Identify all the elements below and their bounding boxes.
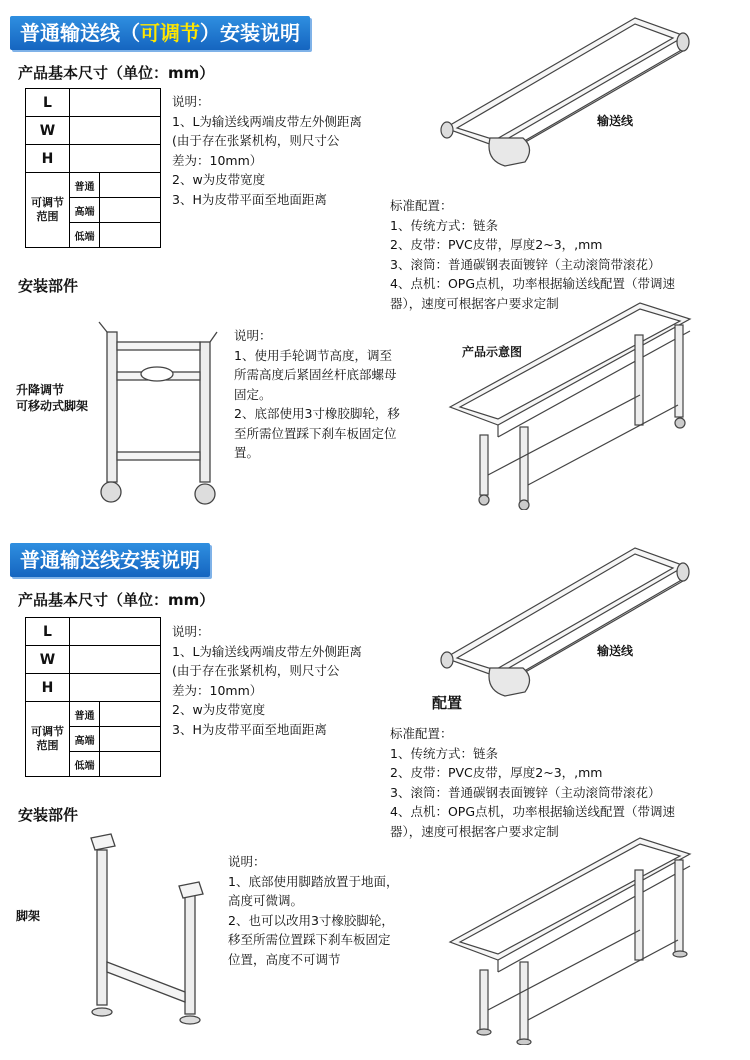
range-low-value[interactable]	[100, 223, 161, 248]
range-normal-value[interactable]	[100, 702, 161, 727]
banner-highlight: 可调节	[140, 21, 200, 45]
value-cell-l[interactable]	[70, 89, 161, 117]
dimension-table	[25, 88, 161, 248]
row-label-w: W	[26, 646, 70, 674]
range-high: 高端	[70, 727, 100, 752]
range-high: 高端	[70, 198, 100, 223]
size-heading-2: 产品基本尺寸（单位：mm）	[18, 591, 215, 609]
range-low: 低端	[70, 223, 100, 248]
banner-text-end: ）安装说明	[200, 21, 300, 45]
conveyor-caption-2: 输送线	[597, 644, 634, 658]
conveyor-caption: 输送线	[597, 114, 634, 128]
range-normal-value[interactable]	[100, 173, 161, 198]
section1-banner	[10, 16, 310, 50]
stand-caption-2: 脚架	[16, 909, 41, 923]
parts-heading-2: 安装部件	[18, 806, 79, 824]
banner-text: 普通输送线（	[20, 21, 140, 45]
value-cell-l[interactable]	[70, 618, 161, 646]
standard-config-2: 标准配置： 1、传统方式：链条 2、皮带：PVC皮带，厚度2~3，,mm 3、滚筒：普通碳钢表面镀锌（主动滚筒带滚花） 4、点机：OPG点机，功率根据输送线配置（带调速 器），速度可根据客户要求定制	[390, 726, 676, 839]
standard-config: 标准配置： 1、传统方式：链条 2、皮带：PVC皮带，厚度2~3，,mm 3、滚筒：普通碳钢表面镀锌（主动滚筒带滚花） 4、点机：OPG点机，功率根据输送线配置（带调速 器），速度可根据客户要求定制	[390, 198, 676, 311]
row-label-h: H	[26, 145, 70, 173]
value-cell-h[interactable]	[70, 145, 161, 173]
range-label	[26, 702, 70, 777]
conveyor-drawing-2	[435, 540, 695, 710]
value-cell-w[interactable]	[70, 646, 161, 674]
value-cell-w[interactable]	[70, 117, 161, 145]
parts-heading: 安装部件	[18, 277, 79, 295]
range-normal: 普通	[70, 173, 100, 198]
product-caption: 产品示意图	[462, 345, 523, 359]
size-heading: 产品基本尺寸（单位：mm）	[18, 64, 215, 82]
range-label	[26, 173, 70, 248]
row-label-w: W	[26, 117, 70, 145]
conveyor-drawing	[435, 10, 695, 180]
product-drawing-2	[440, 830, 705, 1045]
lift-stand-drawing	[95, 312, 225, 512]
range-normal: 普通	[70, 702, 100, 727]
dimension-table-2	[25, 617, 161, 777]
range-high-value[interactable]	[100, 727, 161, 752]
stand-drawing	[85, 832, 215, 1032]
range-label-text: 可调节 范围	[31, 725, 64, 752]
section2-banner: 普通输送线安装说明	[10, 543, 210, 577]
range-high-value[interactable]	[100, 198, 161, 223]
range-low: 低端	[70, 752, 100, 777]
row-label-l: L	[26, 618, 70, 646]
size-notes-2: 说明： 1、L为输送线两端皮带左外侧距离 (由于存在张紧机构，则尺寸公 差为：10mm） 2、w为皮带宽度 3、H为皮带平面至地面距离	[172, 624, 362, 737]
stand-caption: 升降调节 可移动式脚架	[16, 383, 89, 413]
value-cell-h[interactable]	[70, 674, 161, 702]
row-label-l: L	[26, 89, 70, 117]
stand-notes-2: 说明： 1、底部使用脚踏放置于地面， 高度可微调。 2、也可以改用3寸橡胶脚轮， 移至所需位置踩下刹车板固定 位置，高度不可调节	[228, 854, 399, 967]
range-label-text: 可调节 范围	[31, 196, 64, 223]
row-label-h: H	[26, 674, 70, 702]
stand-notes: 说明： 1、使用手轮调节高度，调至 所需高度后紧固丝杆底部螺母 固定。 2、底部使用3寸橡胶脚轮，移 至所需位置踩下刹车板固定位 置。	[234, 328, 400, 460]
range-low-value[interactable]	[100, 752, 161, 777]
size-notes: 说明： 1、L为输送线两端皮带左外侧距离 (由于存在张紧机构，则尺寸公 差为：10mm） 2、w为皮带宽度 3、H为皮带平面至地面距离	[172, 94, 362, 207]
config-label: 配置	[432, 694, 463, 712]
product-drawing	[440, 295, 705, 510]
